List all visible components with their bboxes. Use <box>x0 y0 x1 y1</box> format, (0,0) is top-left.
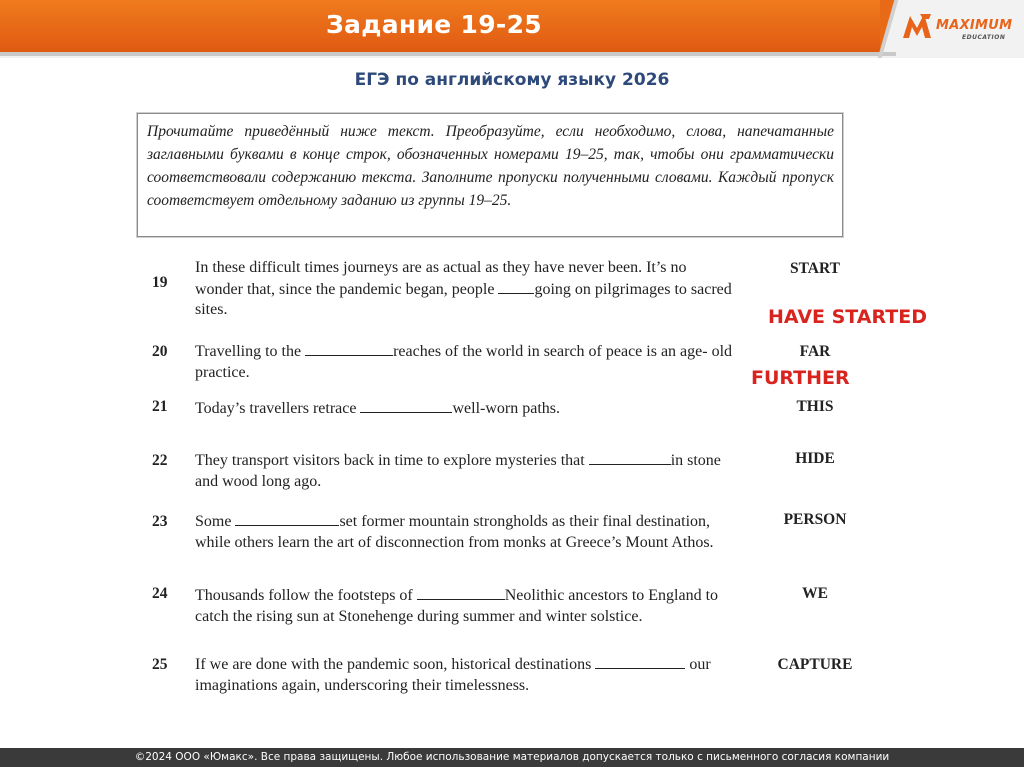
task-number: 23 <box>152 513 168 530</box>
base-word: PERSON <box>783 511 847 528</box>
task-text-before: If we are done with the pandemic soon, historical destinations <box>195 656 596 673</box>
task-text-after: well-worn paths. <box>452 400 560 417</box>
task-text-after: reaches of the world in search of peace is an age- old practice. <box>195 343 733 381</box>
task-number: 21 <box>152 398 168 415</box>
task-text-after: going on pilgrimages to sacred sites. <box>195 280 732 318</box>
task-text <box>195 654 737 696</box>
answer-blank <box>595 654 685 669</box>
answer-blank <box>305 341 393 356</box>
task-number: 19 <box>152 274 168 291</box>
task-text <box>195 511 737 553</box>
task-text-before: They transport visitors back in time to explore mysteries that <box>195 452 589 469</box>
answer-19: HAVE STARTED <box>768 306 927 328</box>
answer-20: FURTHER <box>751 367 850 389</box>
answer-blank <box>589 450 671 465</box>
header-bar <box>0 0 1024 58</box>
task-text <box>195 450 737 492</box>
task-text <box>195 585 737 627</box>
base-word: THIS <box>796 398 834 415</box>
task-text-after: in stone and wood long ago. <box>195 452 721 490</box>
copyright-footer: ©2024 ООО «Юмакс». Все права защищены. Любое использование материалов допускается только с письменного согласия компании <box>0 748 1024 767</box>
task-text <box>195 398 737 420</box>
logo-icon <box>900 10 934 42</box>
task-text-before: Travelling to the <box>195 343 306 360</box>
task-text-after: set former mountain strongholds as their final destination, while others learn the art of disconnection from monks at Greece’s Mount Athos. <box>195 513 714 551</box>
banner-shadow <box>0 52 896 56</box>
instruction-box: Прочитайте приведённый ниже текст. Преобразуйте, если необходимо, слова, напечатанные заглавными буквами в конце строк, обозначенных номерами 19–25, так, чтобы они грамматически соответствовали содержанию текста. Заполните пропуски полученными словами. Каждый пропуск соответствует отдельному заданию из группы 19–25. <box>137 113 843 237</box>
slide-title: Задание 19-25 <box>326 10 542 39</box>
base-word: HIDE <box>795 450 835 467</box>
task-text-before: Some <box>195 513 236 530</box>
base-word: START <box>790 260 840 277</box>
task-number: 24 <box>152 585 168 602</box>
task-number: 20 <box>152 343 168 360</box>
base-word: CAPTURE <box>777 656 853 673</box>
task-number: 22 <box>152 452 168 469</box>
task-text-before: Thousands follow the footsteps of <box>195 587 417 604</box>
task-text-after: Neolithic ancestors to England to catch the rising sun at Stonehenge during summer and winter solstice. <box>195 587 719 625</box>
base-word: FAR <box>799 343 831 360</box>
answer-blank <box>235 511 339 526</box>
task-number: 25 <box>152 656 168 673</box>
slide-subtitle: ЕГЭ по английскому языку 2026 <box>354 70 670 90</box>
answer-blank <box>360 398 452 413</box>
answer-blank <box>498 279 534 294</box>
task-text-before: In these difficult times journeys are as actual as they have never been. It’s no wonder that, since the pandemic began, people <box>195 259 687 298</box>
maximum-logo <box>900 8 1018 48</box>
task-text-before: Today’s travellers retrace <box>195 400 361 417</box>
task-text-after: our imaginations again, underscoring their timelessness. <box>195 656 711 694</box>
logo-text: MAXIMUM <box>936 18 1013 33</box>
base-word: WE <box>802 585 828 602</box>
task-text <box>195 258 737 321</box>
answer-blank <box>417 585 505 600</box>
logo-subtext: EDUCATION <box>962 34 1006 41</box>
task-text <box>195 341 737 383</box>
